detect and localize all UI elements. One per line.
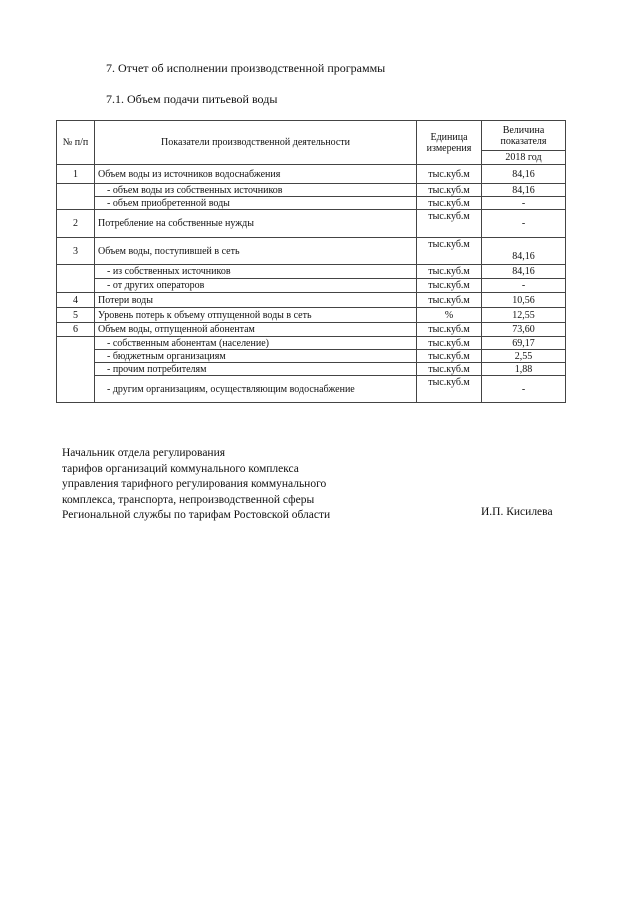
row-unit: тыс.куб.м [417, 265, 482, 279]
row-num [57, 337, 95, 403]
section-heading: 7. Отчет об исполнении производственной программы [106, 61, 386, 75]
table-row [57, 165, 566, 184]
table-row [57, 363, 566, 376]
row-unit: тыс.куб.м [417, 165, 482, 184]
row-name: Уровень потерь к объему отпущенной воды в сеть [95, 308, 417, 323]
row-unit: тыс.куб.м [417, 337, 482, 350]
row-name: - бюджетным организациям [95, 350, 417, 363]
row-name: Потери воды [95, 293, 417, 308]
row-num: 3 [57, 238, 95, 265]
row-value: 69,17 [482, 337, 566, 350]
row-value: - [482, 279, 566, 293]
row-value: 84,16 [482, 238, 566, 265]
row-value: 84,16 [482, 265, 566, 279]
header-name: Показатели производственной деятельности [95, 121, 417, 165]
row-unit: тыс.куб.м [417, 376, 482, 403]
table-row [57, 337, 566, 350]
table-row [57, 197, 566, 210]
table-row [57, 265, 566, 279]
row-name: Объем воды, отпущенной абонентам [95, 323, 417, 337]
row-unit: тыс.куб.м [417, 323, 482, 337]
table-row [57, 308, 566, 323]
row-value: 73,60 [482, 323, 566, 337]
table-row [57, 238, 566, 265]
row-num: 1 [57, 165, 95, 184]
row-name: Потребление на собственные нужды [95, 210, 417, 238]
row-unit: тыс.куб.м [417, 350, 482, 363]
signature-line: управления тарифного регулирования коммунального [62, 478, 327, 490]
table-row [57, 279, 566, 293]
table-row [57, 293, 566, 308]
signature-line: комплекса, транспорта, непроизводственной сферы [62, 493, 315, 506]
row-num: 5 [57, 308, 95, 323]
row-num [57, 184, 95, 210]
water-supply-table [56, 120, 566, 403]
row-name: - объем приобретенной воды [95, 197, 417, 210]
row-value: 1,88 [482, 363, 566, 376]
header-unit: Единица измерения [417, 121, 482, 165]
row-name: - объем воды из собственных источников [95, 184, 417, 197]
row-num [57, 265, 95, 293]
row-value: - [482, 376, 566, 403]
row-unit: тыс.куб.м [417, 363, 482, 376]
row-value: 2,55 [482, 350, 566, 363]
row-unit: тыс.куб.м [417, 184, 482, 197]
subsection-heading: 7.1. Объем подачи питьевой воды [106, 92, 278, 106]
signature-line: тарифов организаций коммунального комплекса [62, 462, 299, 475]
row-unit: тыс.куб.м [417, 197, 482, 210]
table-row [57, 350, 566, 363]
table-row [57, 376, 566, 403]
row-name: - прочим потребителям [95, 363, 417, 376]
row-name: - из собственных источников [95, 265, 417, 279]
row-name: - собственным абонентам (население) [95, 337, 417, 350]
row-value: 84,16 [482, 184, 566, 197]
row-unit: % [417, 308, 482, 323]
row-name: - другим организациям, осуществляющим водоснабжение [95, 376, 417, 403]
row-value: 84,16 [482, 165, 566, 184]
signature-line: Начальник отдела регулирования [62, 447, 226, 459]
row-name: Объем воды из источников водоснабжения [95, 165, 417, 184]
row-value: 12,55 [482, 308, 566, 323]
row-name: Объем воды, поступившей в сеть [95, 238, 417, 265]
header-num: № п/п [57, 121, 95, 165]
table-row [57, 184, 566, 197]
header-value: Величина показателя [482, 121, 566, 151]
row-unit: тыс.куб.м [417, 279, 482, 293]
table-row [57, 323, 566, 337]
row-value: - [482, 210, 566, 238]
row-unit: тыс.куб.м [417, 293, 482, 308]
row-value: 10,56 [482, 293, 566, 308]
row-unit: тыс.куб.м [417, 238, 482, 265]
row-value: - [482, 197, 566, 210]
header-year: 2018 год [482, 151, 566, 165]
signer-name: И.П. Кисилева [481, 506, 553, 518]
row-name: - от других операторов [95, 279, 417, 293]
row-num: 4 [57, 293, 95, 308]
table-row [57, 210, 566, 238]
row-unit: тыс.куб.м [417, 210, 482, 238]
row-num: 2 [57, 210, 95, 238]
signature-line: Региональной службы по тарифам Ростовской области [62, 509, 331, 521]
row-num: 6 [57, 323, 95, 337]
